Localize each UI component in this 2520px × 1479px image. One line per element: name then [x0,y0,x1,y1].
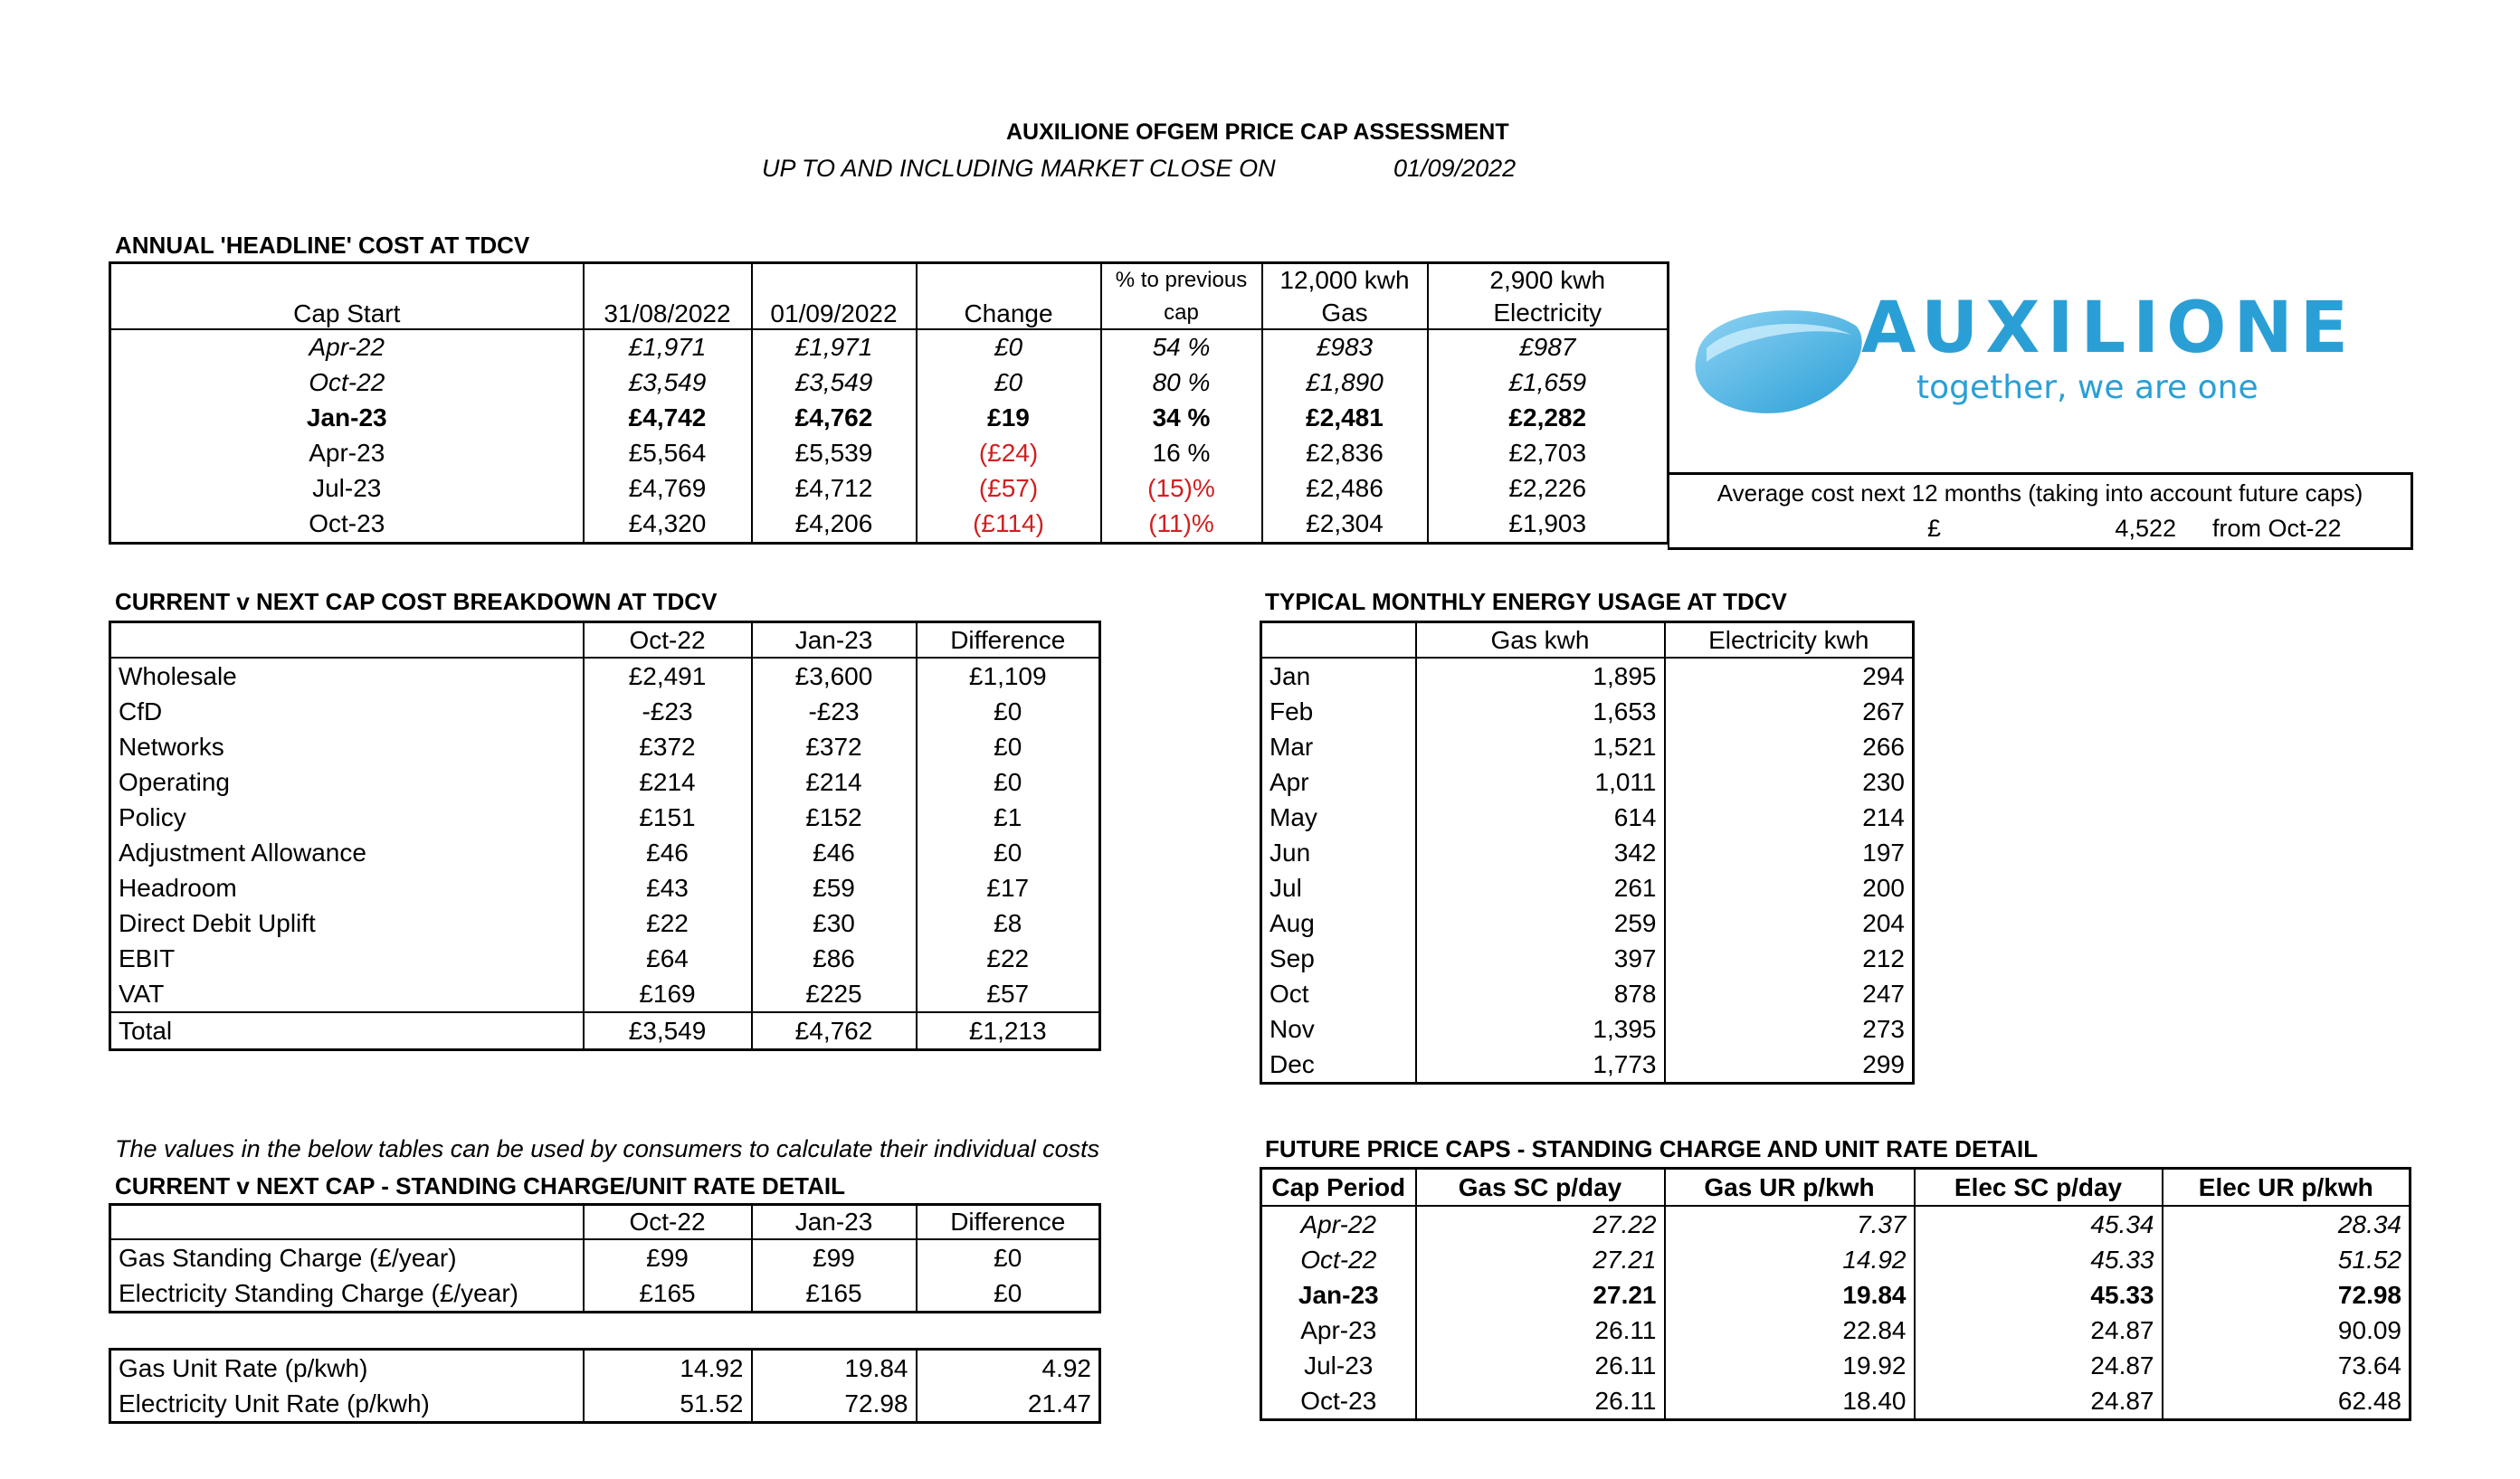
headline-cost-table [109,261,1669,545]
breakdown-table [109,621,1101,1051]
table-row: May 614 214 [1261,800,1914,835]
table-row: Dec 1,773 299 [1261,1047,1914,1084]
table-row: Oct-23 26.11 18.40 24.87 62.48 [1261,1383,2411,1420]
table-row: Electricity Unit Rate (p/kwh) 51.52 72.98 21.47 [110,1386,1100,1423]
usage-col-elec: Electricity kwh [1665,622,1914,659]
table-row: Oct 878 247 [1261,976,1914,1011]
breakdown-col-diff: Difference [917,622,1100,659]
average-cost-label: Average cost next 12 months (taking into account future caps) [1716,479,2363,507]
breakdown-col-a: Oct-22 [584,622,752,659]
table-row: Jan 1,895 294 [1261,658,1914,694]
col-gas-line2: Gas [1262,298,1428,329]
col-gas-line1: 12,000 kwh [1262,263,1428,298]
table-row: CfD -£23 -£23 £0 [110,694,1100,729]
table-row: Direct Debit Uplift £22 £30 £8 [110,905,1100,941]
average-cost-currency: £ [1927,515,1942,542]
detail-section-title: CURRENT v NEXT CAP - STANDING CHARGE/UNIT RATE DETAIL [115,1172,845,1199]
logo-wordmark: AUXILIONE [1861,288,2356,369]
table-row: Jul 261 200 [1261,870,1914,905]
table-row: EBIT £64 £86 £22 [110,941,1100,976]
usage-table [1260,621,1915,1085]
average-cost-box [1668,472,2413,550]
table-row: Gas Standing Charge (£/year) £99 £99 £0 [110,1239,1100,1275]
usage-col-gas: Gas kwh [1416,622,1665,659]
average-cost-from: from Oct-22 [2212,515,2342,542]
future-col-period: Cap Period [1261,1169,1416,1207]
col-change: Change [917,263,1101,329]
table-row: Apr-23 26.11 22.84 24.87 90.09 [1261,1313,2411,1348]
col-cap-start: Cap Start [110,263,584,329]
table-row: Networks £372 £372 £0 [110,729,1100,764]
auxilione-logo [1679,299,1869,425]
breakdown-section-title: CURRENT v NEXT CAP COST BREAKDOWN AT TDCV [115,588,718,615]
logo-mark-icon [1679,299,1869,421]
table-row: Gas Unit Rate (p/kwh) 14.92 19.84 4.92 [110,1350,1100,1387]
table-row: Policy £151 £152 £1 [110,800,1100,835]
table-row: Jan-23 27.21 19.84 45.33 72.98 [1261,1277,2411,1313]
table-row: Apr-22 27.22 7.37 45.34 28.34 [1261,1206,2411,1242]
table-row: Jul-23 26.11 19.92 24.87 73.64 [1261,1348,2411,1383]
table-row: Apr-23 £5,564 £5,539 (£24) 16 % £2,836 £2,703 [110,436,1669,471]
future-col-gas-ur: Gas UR p/kwh [1665,1169,1915,1207]
table-row: Oct-22 27.21 14.92 45.33 51.52 [1261,1242,2411,1277]
table-row: Nov 1,395 273 [1261,1011,1914,1047]
col-pct-line2: cap [1101,298,1262,329]
future-col-gas-sc: Gas SC p/day [1416,1169,1665,1207]
future-col-elec-ur: Elec UR p/kwh [2163,1169,2411,1207]
page-title: AUXILIONE OFGEM PRICE CAP ASSESSMENT [1006,119,1509,145]
table-row: Oct-22 £3,549 £3,549 £0 80 % £1,890 £1,659 [110,365,1669,401]
table-row: Wholesale £2,491 £3,600 £1,109 [110,658,1100,694]
future-col-elec-sc: Elec SC p/day [1915,1169,2163,1207]
breakdown-col-b: Jan-23 [752,622,917,659]
headline-section-title: ANNUAL 'HEADLINE' COST AT TDCV [115,232,530,259]
table-row: Apr-22 £1,971 £1,971 £0 54 % £983 £987 [110,329,1669,365]
table-row: Aug 259 204 [1261,905,1914,941]
average-cost-value: 4,522 [2115,515,2176,542]
future-caps-table [1260,1167,2411,1421]
table-row: Jan-23 £4,742 £4,762 £19 34 % £2,481 £2,282 [110,401,1669,436]
table-row: Apr 1,011 230 [1261,764,1914,800]
unit-rate-table [109,1348,1101,1424]
col-pct-line1: % to previous [1101,263,1262,298]
future-section-title: FUTURE PRICE CAPS - STANDING CHARGE AND UNIT RATE DETAIL [1265,1135,2039,1162]
total-row: Total £3,549 £4,762 £1,213 [110,1012,1100,1050]
col-curr-date: 01/09/2022 [752,263,917,329]
usage-section-title: TYPICAL MONTHLY ENERGY USAGE AT TDCV [1265,588,1787,615]
detail-col-diff: Difference [917,1205,1100,1240]
detail-col-b: Jan-23 [752,1205,917,1240]
table-row: Operating £214 £214 £0 [110,764,1100,800]
table-row: Sep 397 212 [1261,941,1914,976]
col-prev-date: 31/08/2022 [584,263,752,329]
market-close-date: 01/09/2022 [1393,155,1517,182]
table-row: Oct-23 £4,320 £4,206 (£114) (11)% £2,304 £1,903 [110,507,1669,544]
table-row: Jun 342 197 [1261,835,1914,870]
col-elec-line1: 2,900 kwh [1428,263,1669,298]
table-row: Feb 1,653 267 [1261,694,1914,729]
col-elec-line2: Electricity [1428,298,1669,329]
table-row: Jul-23 £4,769 £4,712 (£57) (15)% £2,486 £2,226 [110,471,1669,507]
detail-col-a: Oct-22 [584,1205,752,1240]
logo-tagline: together, we are one [1916,369,2258,406]
page-subtitle: UP TO AND INCLUDING MARKET CLOSE ON [762,155,1276,182]
table-row: VAT £169 £225 £57 [110,976,1100,1012]
table-row: Adjustment Allowance £46 £46 £0 [110,835,1100,870]
consumer-note: The values in the below tables can be used by consumers to calculate their individual costs [115,1135,1100,1162]
table-row: Mar 1,521 266 [1261,729,1914,764]
table-row: Headroom £43 £59 £17 [110,870,1100,905]
standing-charge-table [109,1203,1101,1313]
table-row: Electricity Standing Charge (£/year) £165 £165 £0 [110,1275,1100,1313]
